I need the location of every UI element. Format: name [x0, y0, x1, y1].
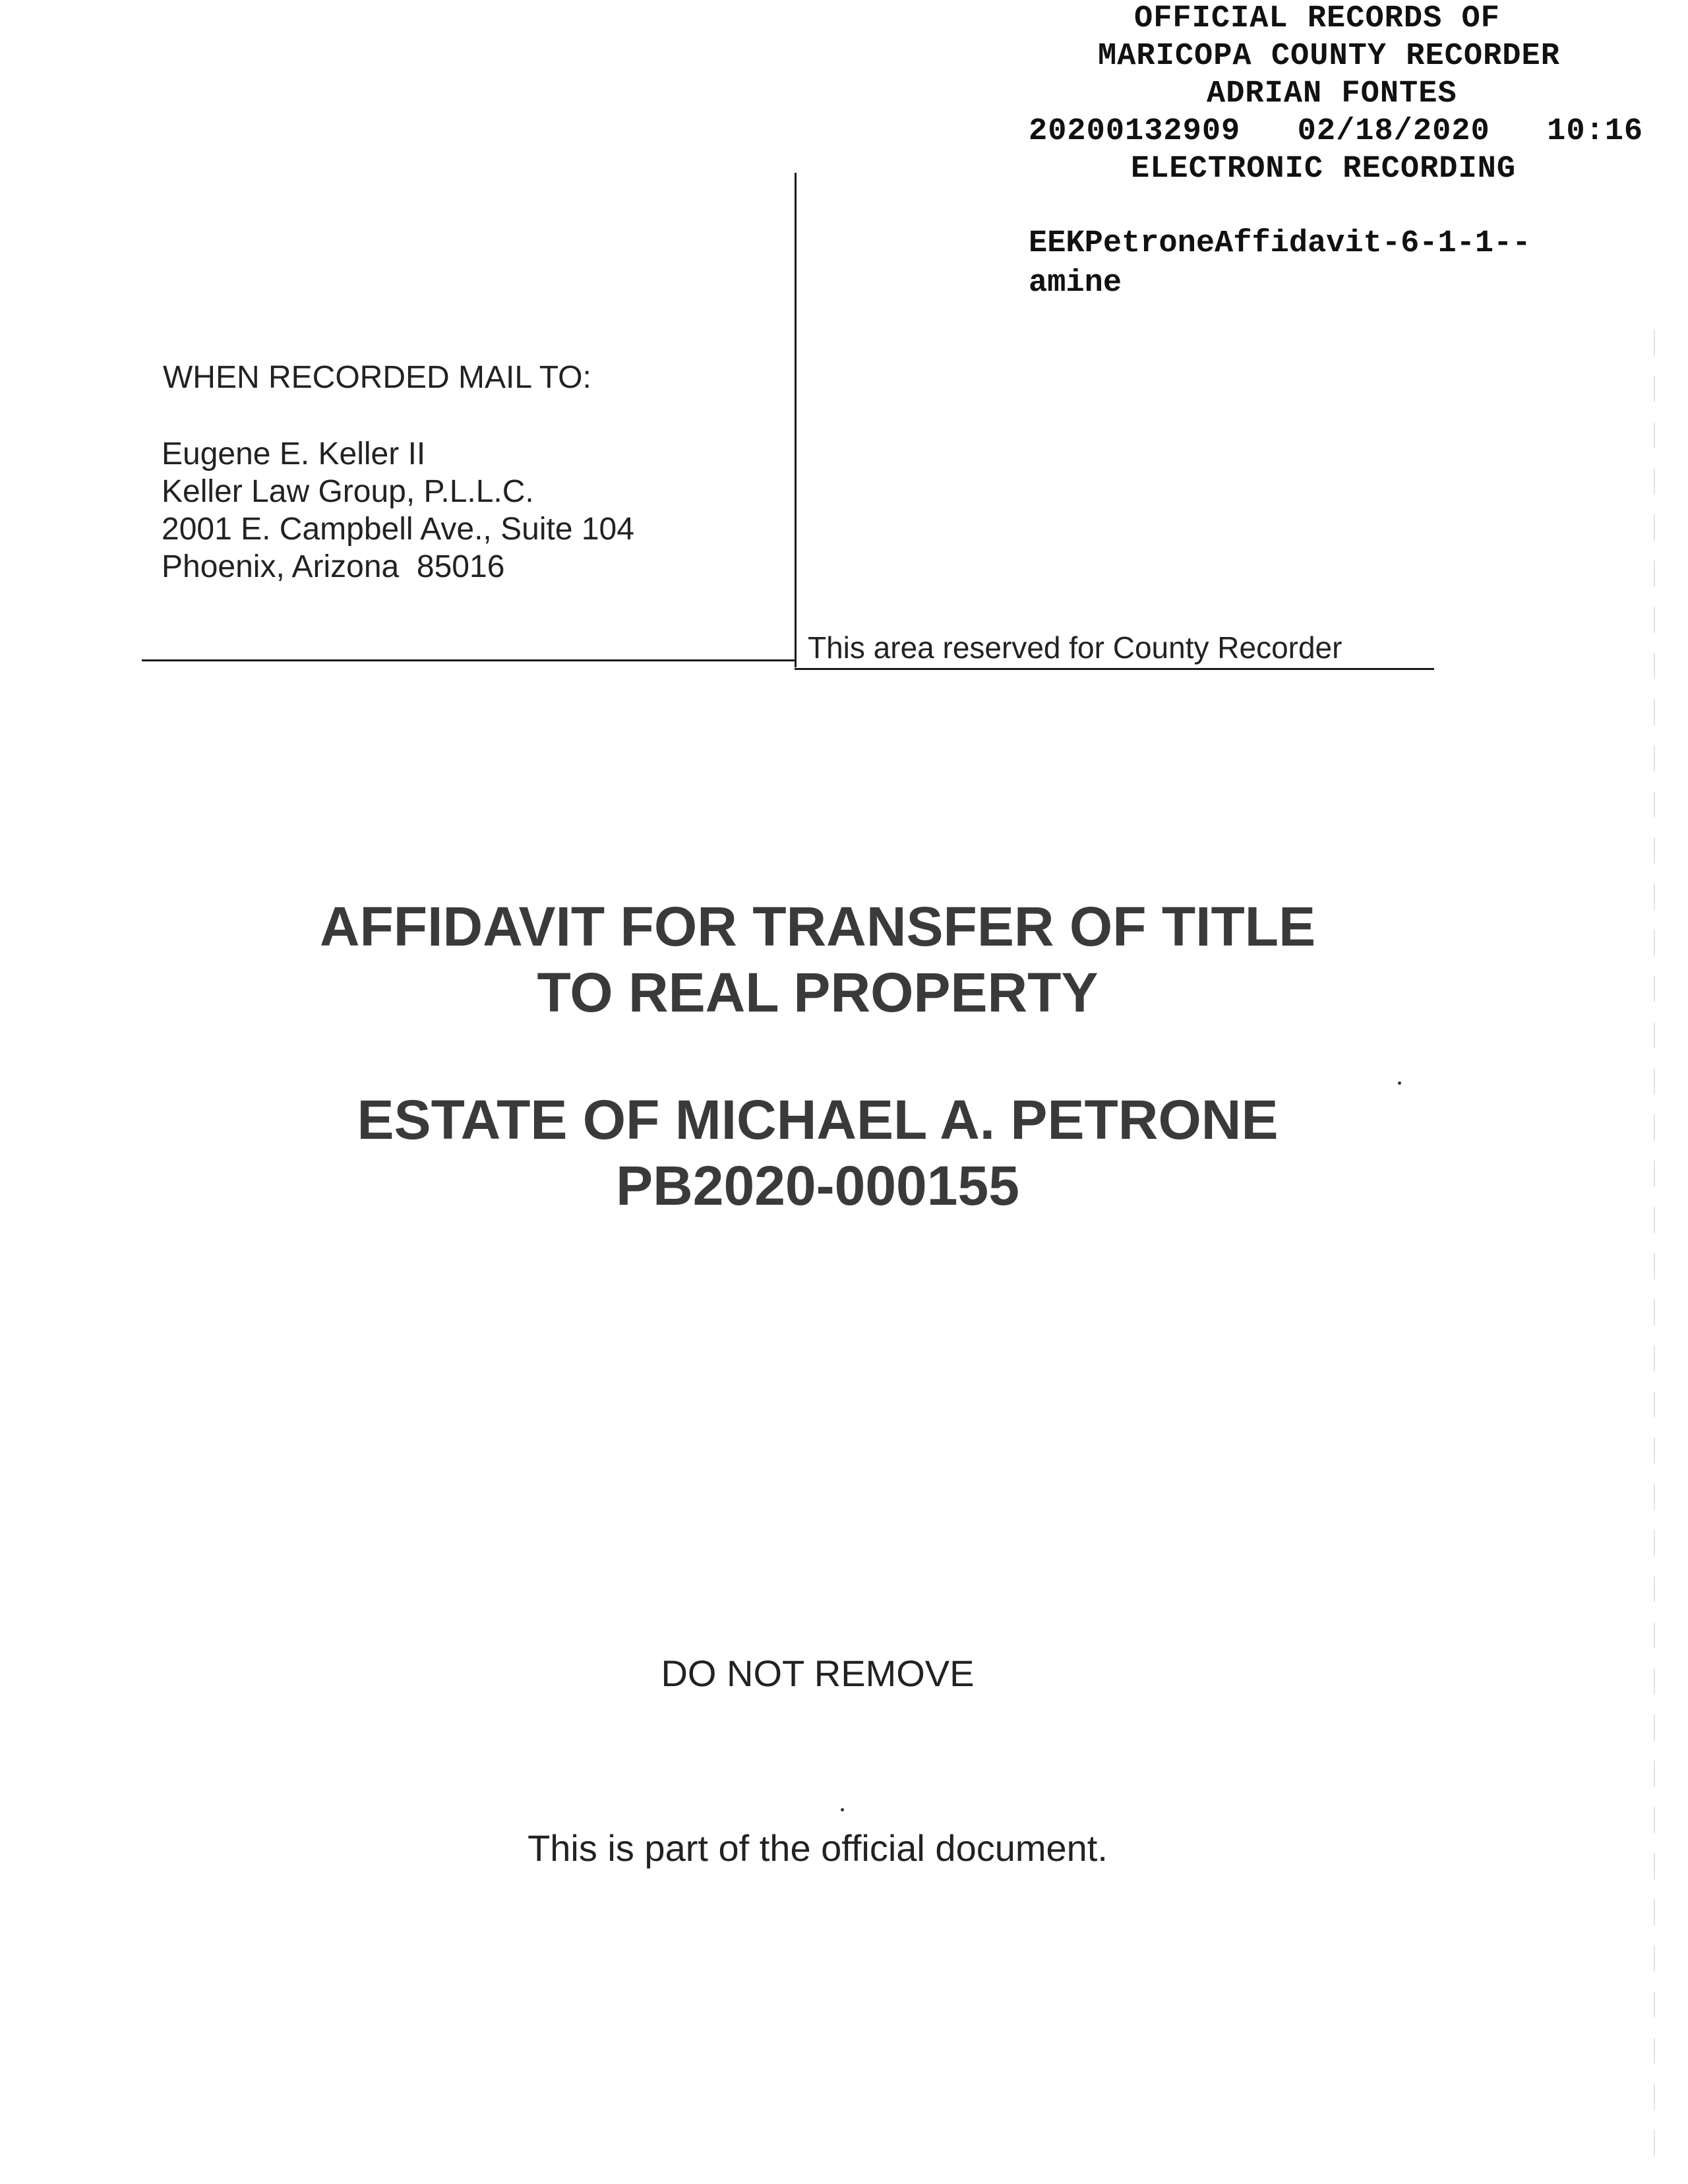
scan-edge-artifact [1654, 330, 1655, 2163]
stamp-line-county: MARICOPA COUNTY RECORDER [1098, 39, 1560, 74]
stamp-line-recording-number: 20200132909 02/18/2020 10:16 [1029, 114, 1644, 149]
mail-to-address [162, 435, 634, 586]
stamp-line-recording-type: ELECTRONIC RECORDING [1131, 152, 1517, 187]
do-not-remove-notice: DO NOT REMOVE [661, 1653, 975, 1694]
document-title-line-2: TO REAL PROPERTY [537, 961, 1099, 1023]
address-name: Eugene E. Keller II [162, 437, 426, 471]
horizontal-divider-left [142, 659, 796, 661]
document-reference-line-1: EEKPetroneAffidavit-6-1-1-- [1029, 226, 1531, 261]
mail-to-heading: WHEN RECORDED MAIL TO: [163, 360, 591, 395]
horizontal-divider-right [795, 668, 1434, 670]
scan-speck [841, 1808, 844, 1811]
estate-heading [0, 1087, 1635, 1219]
address-city-state-zip: Phoenix, Arizona 85016 [162, 549, 505, 584]
estate-name: ESTATE OF MICHAEL A. PETRONE [357, 1089, 1279, 1151]
recorder-stamp [1029, 0, 1675, 188]
address-street: 2001 E. Campbell Ave., Suite 104 [162, 512, 634, 547]
document-title [0, 894, 1635, 1025]
document-reference [1029, 224, 1531, 303]
official-document-notice: This is part of the official document. [528, 1827, 1108, 1869]
case-number: PB2020-000155 [616, 1155, 1019, 1217]
document-title-line-1: AFFIDAVIT FOR TRANSFER OF TITLE [319, 895, 1316, 957]
address-firm: Keller Law Group, P.L.L.C. [162, 474, 534, 509]
reserved-area-label: This area reserved for County Recorder [808, 630, 1342, 665]
stamp-line-recorder-name: ADRIAN FONTES [1207, 76, 1457, 111]
vertical-divider [795, 173, 797, 667]
stamp-line-records: OFFICIAL RECORDS OF [1134, 1, 1500, 36]
document-reference-line-2: amine [1029, 266, 1122, 301]
scan-speck [1398, 1081, 1401, 1085]
